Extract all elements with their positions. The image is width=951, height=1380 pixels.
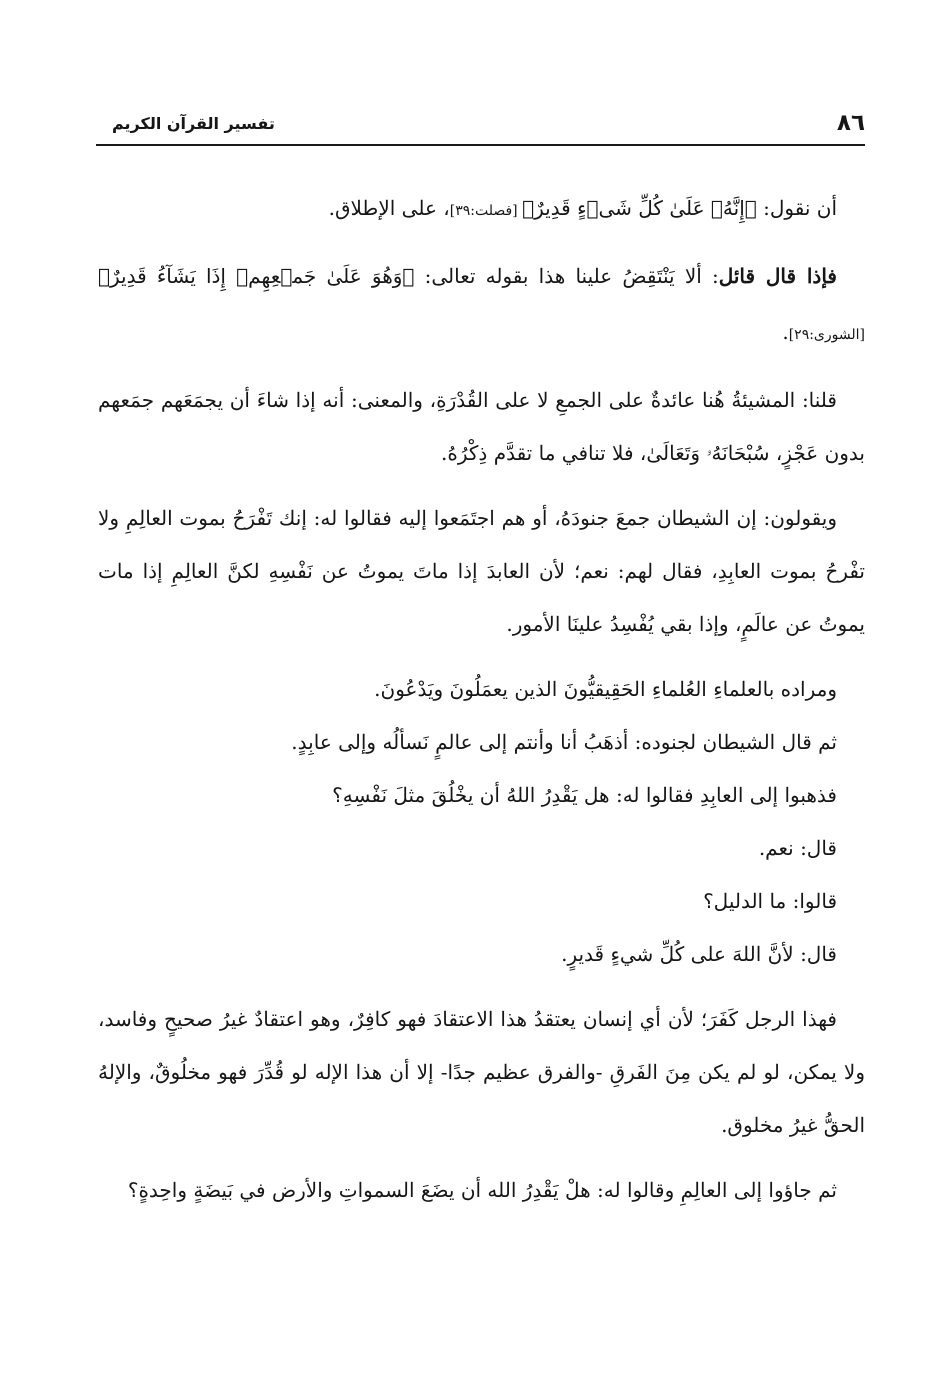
paragraph [98,1164,865,1217]
paragraph-text: ويقولون: إن الشيطان جمعَ جنودَهُ، أو هم اجتَمَعوا إليه فقالوا له: إنك تَفْرَحُ بموت العالِمِ ولا تفْرحُ بموت العابِدِ، فقال لهم: نعم؛ لأن العابدَ إذا ماتَ يموتُ عن نَفْسِهِ لكنَّ العالِمِ إذا مات يموتُ عن عالَمٍ، وإذا بقي يُفْسِدُ علينَا الأمور. [98,506,865,636]
header-rule [96,144,865,146]
paragraph-text: ومراده بالعلماءِ العُلماءِ الحَقِيقيُّونَ الذين يعمَلُونَ ويَدْعُونَ. [374,677,837,701]
paragraph [98,663,865,716]
paragraph-text: قلنا: المشيئةُ هُنا عائدةٌ على الجمعِ لا على القُدْرَةِ، والمعنى: أنه إذا شاءَ أن يجمَعَهم جمَعهم بدون عَجْزٍ، سُبْحَانَهُۥ وَتَعَالَىٰ، فلا تنافي ما تقدَّم ذِكْرُهُ. [98,388,865,465]
paragraph [98,928,865,981]
quran-verse: ﴿وَهُوَ عَلَىٰ جَمۡعِهِمۡ إِذَا يَشَآءُ قَدِيرٌ﴾ [98,264,415,288]
paragraph [98,250,865,362]
paragraph-text: ، على الإطلاق. [328,196,450,220]
running-title: تفسير القرآن الكريم [112,114,275,133]
paragraph-text: قال: لأنَّ اللهَ على كُلِّ شيءٍ قَديرٍ. [561,942,837,966]
paragraph-text: قال: نعم. [758,836,837,860]
paragraph-lead: فإذا قال قائل [718,264,837,288]
verse-reference: [الشورى:٢٩] [788,327,865,343]
paragraph-text: أن نقول: [756,196,837,220]
page-body [98,182,865,1229]
paragraph [98,875,865,928]
paragraph [98,716,865,769]
verse-reference: [فصلت:٣٩] [449,203,523,219]
paragraph-text: ثم جاؤوا إلى العالِمِ وقالوا له: هلْ يَقْدِرُ الله أن يضَعَ السمواتِ والأرض في بَيضَةٍ واحِدةٍ؟ [127,1178,837,1202]
paragraph-text: ثم قال الشيطان لجنوده: أذهَبُ أنا وأنتم إلى عالمٍ نَسألُه وإلى عابِدٍ. [291,730,837,754]
paragraph [98,993,865,1152]
page-header [96,110,865,146]
paragraph-text: فذهبوا إلى العابِدِ فقالوا له: هل يَقْدِرُ اللهُ أن يخْلُقَ مثلَ نَفْسِهِ؟ [332,783,837,807]
paragraph [98,822,865,875]
paragraph [98,374,865,480]
paragraph-text: فهذا الرجل كَفَرَ؛ لأن أي إنسان يعتقدُ هذا الاعتقادَ فهو كافِرٌ، وهو اعتقادٌ غيرُ صحيحٍ وفاسد، ولا يمكن، لو لم يكن مِنَ الفَرقِ -والفرق عظيم جدًا- إلا أن هذا الإله لو قُدِّرَ فهو مخلُوقٌ، والإلهُ الحقُّ غيرُ مخلوق. [98,1007,865,1137]
quran-verse: ﴿إِنَّهُۥ عَلَىٰ كُلِّ شَىۡءٍ قَدِيرٌ﴾ [522,196,757,220]
paragraph [98,769,865,822]
page-number: ٨٦ [836,110,865,136]
paragraph-text: قالوا: ما الدليل؟ [703,889,837,913]
paragraph [98,182,865,238]
paragraph-text: . [782,320,789,344]
paragraph-text: : ألا يَنْتَقِضُ علينا هذا بقوله تعالى: [414,264,719,288]
paragraph [98,492,865,651]
